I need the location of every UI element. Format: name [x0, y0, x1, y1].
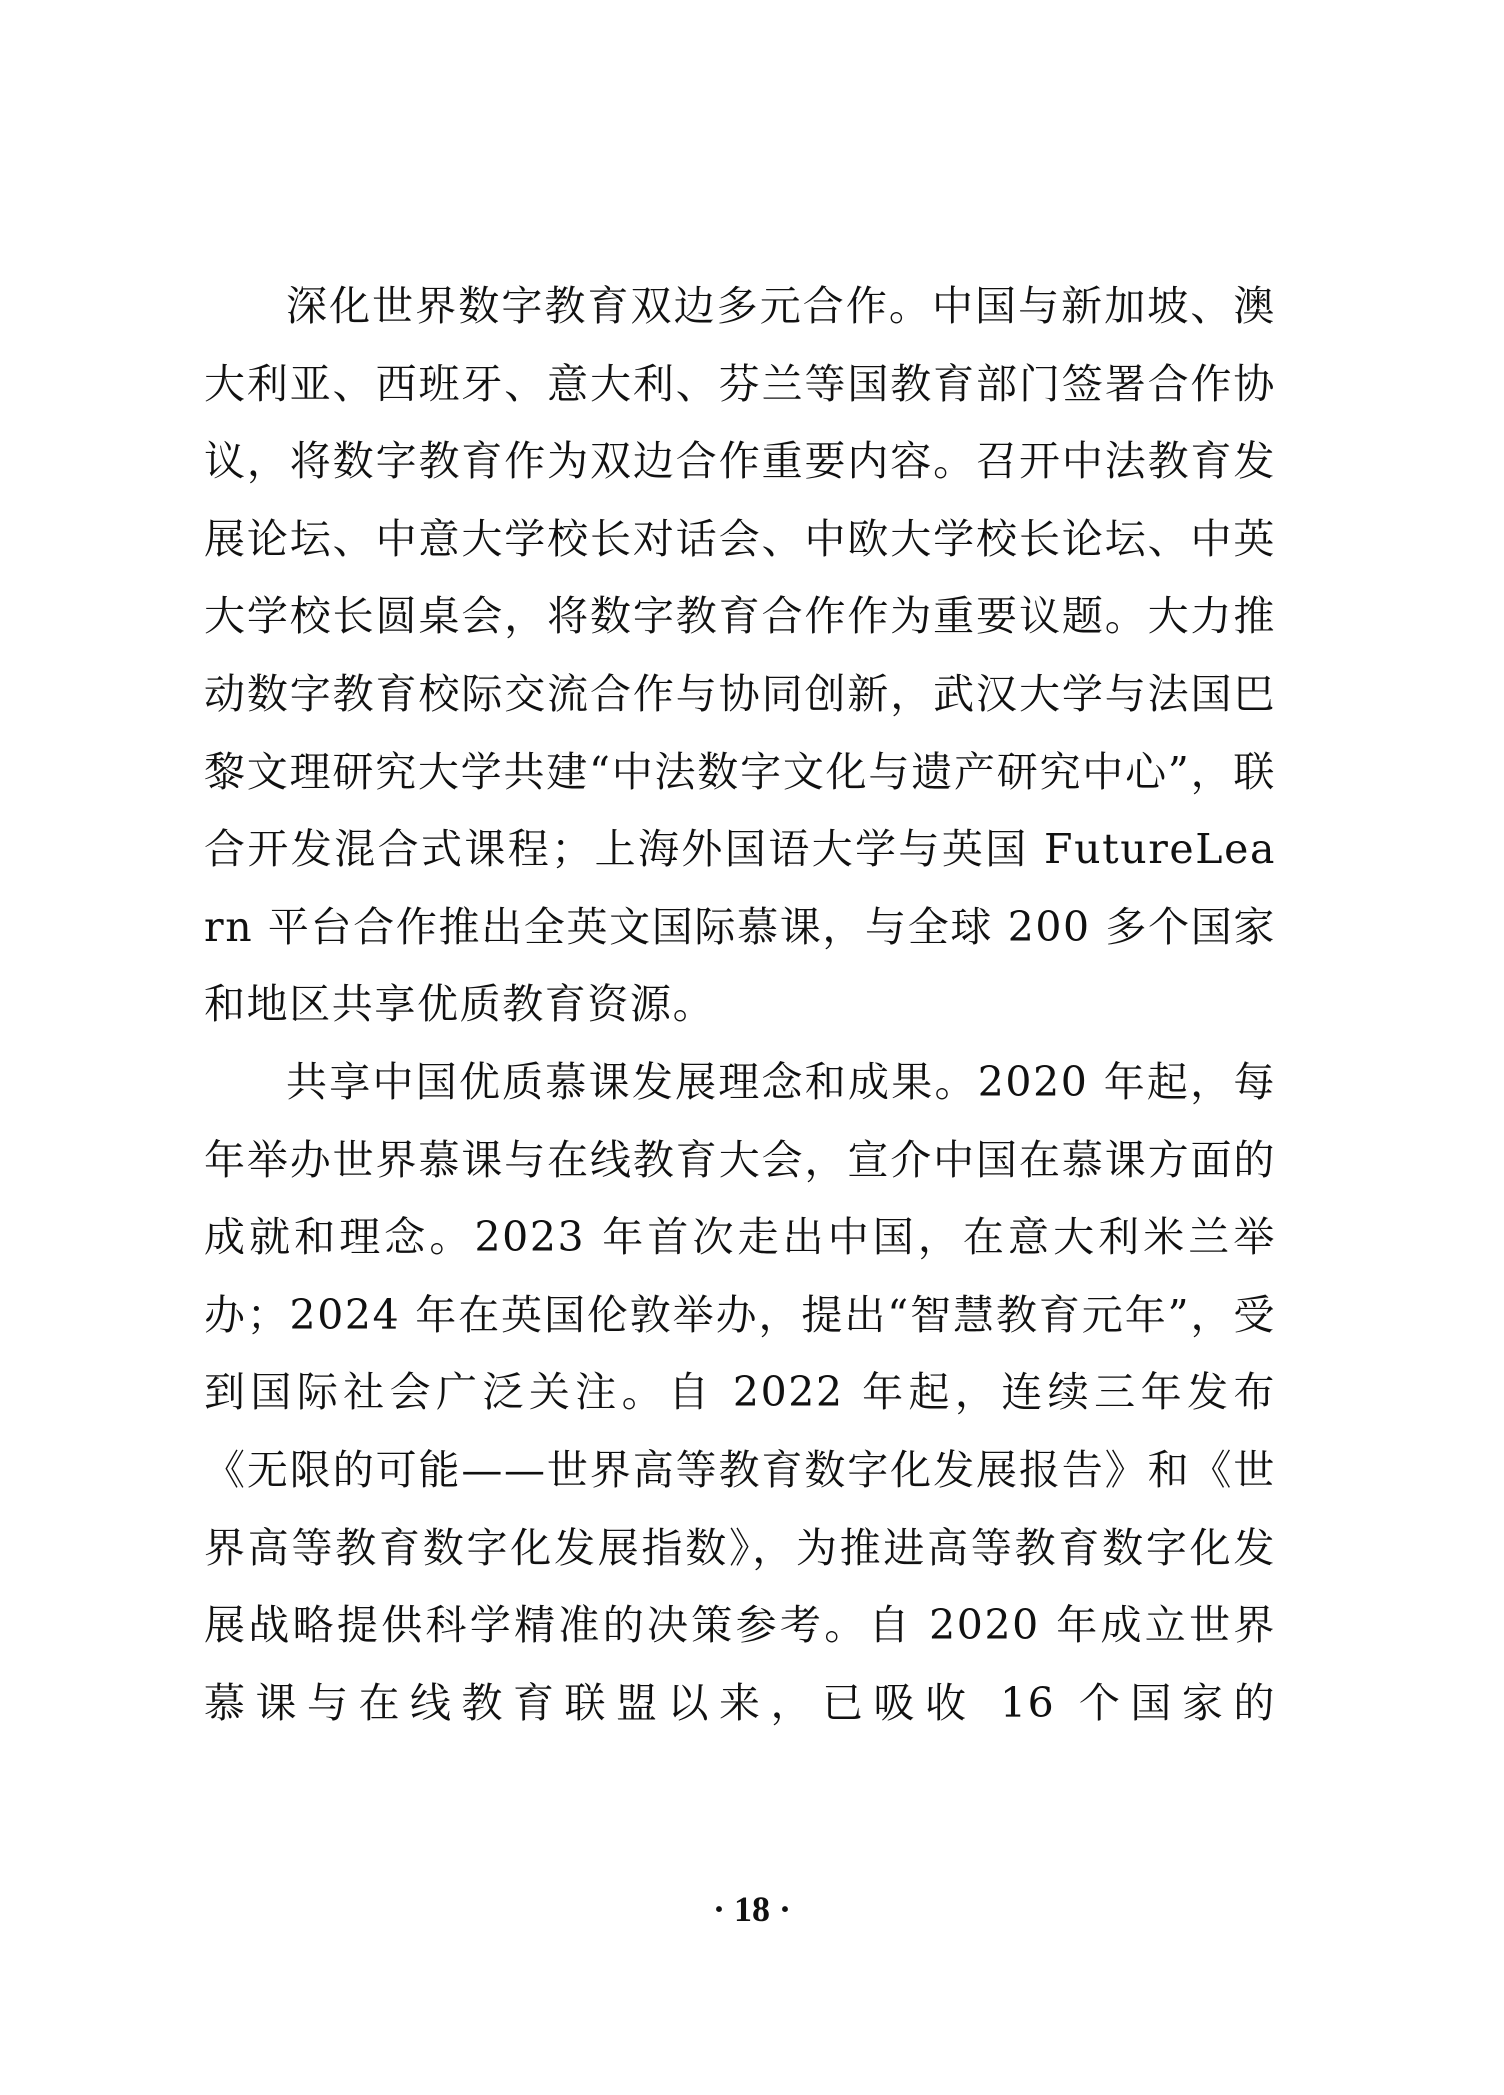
- paragraph-mooc-sharing: 共享中国优质慕课发展理念和成果。2020 年起，每年举办世界慕课与在线教育大会，宣介中国在慕课方面的成就和理念。2023 年首次走出中国，在意大利米兰举办；2024 年在英国伦敦举办，提出“智慧教育元年”，受到国际社会广泛关注。自 2022 年起，连续三年发布《无限的可能——世界高等教育数字化发展报告》和《世界高等教育数字化发展指数》，为推进高等教育数字化发展战略提供科学精准的决策参考。自 2020 年成立世界慕课与在线教育联盟以来，已吸收 16 个国家的: [204, 1057, 1276, 1727]
- body-text: [204, 268, 1276, 1742]
- page-number: · 18 ·: [712, 1889, 791, 1929]
- paragraph-digital-cooperation: 深化世界数字教育双边多元合作。中国与新加坡、澳大利亚、西班牙、意大利、芬兰等国教育部门签署合作协议，将数字教育作为双边合作重要内容。召开中法教育发展论坛、中意大学校长对话会、中欧大学校长论坛、中英大学校长圆桌会，将数字教育合作作为重要议题。大力推动数字教育校际交流合作与协同创新，武汉大学与法国巴黎文理研究大学共建“中法数字文化与遗产研究中心”，联合开发混合式课程；上海外国语大学与英国 FutureLearn 平台合作推出全英文国际慕课，与全球 200 多个国家和地区共享优质教育资源。: [204, 282, 1276, 1029]
